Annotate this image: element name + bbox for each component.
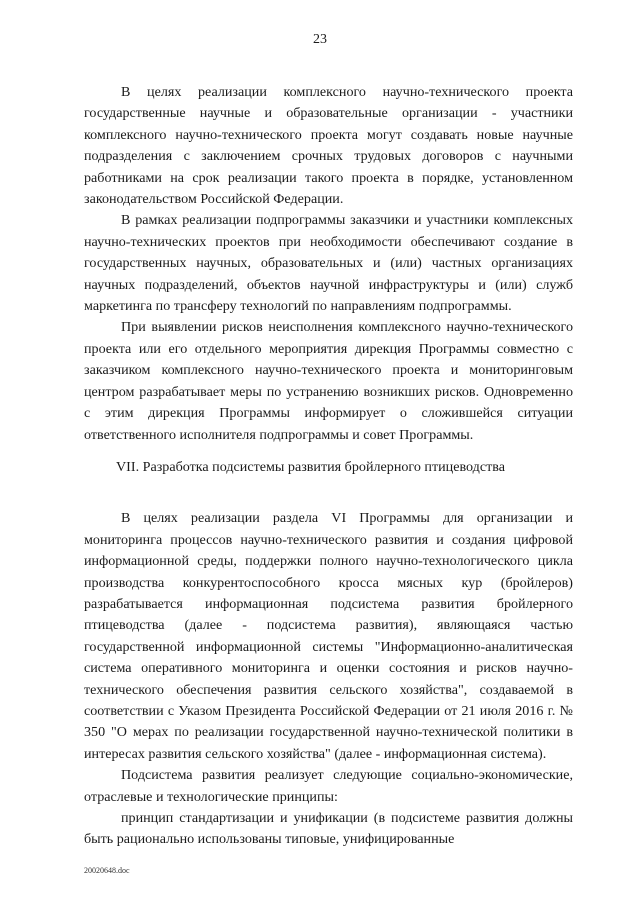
- paragraph-project-units: В целях реализации комплексного научно-технического проекта государственные научные и образовательные организации - участники комплексного научно-технического проекта могут создавать новые научные подразделения с заключением срочных трудовых договоров с научными работниками на срок реализации такого проекта в порядке, установленном законодательством Российской Федерации.: [84, 84, 573, 208]
- paragraph-standardization-principle: принцип стандартизации и унификации (в подсистеме развития должны быть рационально использованы типовые, унифицированные: [84, 810, 573, 848]
- document-body: [84, 82, 573, 851]
- paragraph-risk-measures: При выявлении рисков неисполнения комплексного научно-технического проекта или его отдельного мероприятия дирекция Программы совместно с заказчиком комплексного научно-технического проекта и мониторинговым центром разрабатывает меры по устранению возникших рисков. Одновременно с этим дирекция Программы информирует о сложившейся ситуации ответственного исполнителя подпрограммы и совет Программы.: [84, 319, 573, 443]
- document-file-code: 20020648.doc: [84, 866, 130, 875]
- paragraph-principles-intro: Подсистема развития реализует следующие социально-экономические, отраслевые и технологические принципы:: [84, 767, 573, 805]
- paragraph-subprogram-units: В рамках реализации подпрограммы заказчики и участники комплексных научно-технических проектов при необходимости обеспечивают создание в государственных научных, образовательных и (или) частных организациях научных подразделений, объектов научной инфраструктуры и (или) служб маркетинга по трансферу технологий по направлениям подпрограммы.: [84, 212, 573, 315]
- page-number: 23: [313, 32, 327, 47]
- paragraph-information-subsystem: В целях реализации раздела VI Программы для организации и мониторинга процессов научно-технического развития и создания цифровой информационной среды, поддержки полного научно-технологического цикла производства конкурентоспособного кросса мясных кур (бройлеров) разрабатывается информационная подсистема развития бройлерного птицеводства (далее - подсистема развития), являющаяся частью государственной информационной системы "Информационно-аналитическая система оперативного мониторинга и оценки состояния и рисков научно-технического обеспечения развития сельского хозяйства", создаваемой в соответствии с Указом Президента Российской Федерации от 21 июля 2016 г. № 350 "О мерах по реализации государственной научно-технической политики в интересах развития сельского хозяйства" (далее - информационная система).: [84, 510, 573, 762]
- section-heading: VII. Разработка подсистемы развития бройлерного птицеводства: [116, 458, 505, 475]
